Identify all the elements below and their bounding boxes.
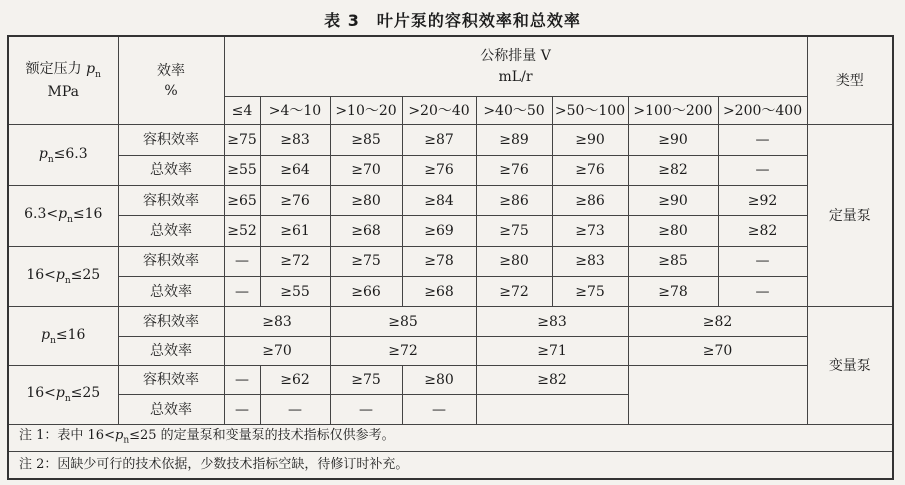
value-cell: ≥62 bbox=[260, 366, 330, 395]
value-cell: ≥65 bbox=[224, 186, 260, 216]
value-cell: ≥69 bbox=[402, 216, 476, 246]
value-cell: ≥90 bbox=[552, 125, 628, 155]
pressure-range-cell: $16<p_n\le 25$ bbox=[8, 246, 118, 307]
value-cell: ≥83 bbox=[476, 307, 628, 336]
value-cell: ≥82 bbox=[718, 216, 807, 246]
pressure-range-cell: $6.3<p_n\le 16$ bbox=[8, 186, 118, 247]
pressure-range-cell: $p_n\le 6.3$ bbox=[8, 125, 118, 186]
value-cell: ≥52 bbox=[224, 216, 260, 246]
range-header: >4～10 bbox=[260, 97, 330, 125]
header-type: 类型 bbox=[807, 36, 893, 125]
table-caption: 表 3 叶片泵的容积效率和总效率 bbox=[324, 11, 581, 30]
value-cell: ≥78 bbox=[402, 246, 476, 276]
value-cell: ≥89 bbox=[476, 125, 552, 155]
efficiency-label: 容积效率 bbox=[118, 307, 224, 336]
value-cell: ≥83 bbox=[552, 246, 628, 276]
value-cell: ≥76 bbox=[402, 155, 476, 185]
value-cell: ≥85 bbox=[628, 246, 718, 276]
value-cell: ≥70 bbox=[224, 336, 330, 365]
range-header: >200～400 bbox=[718, 97, 807, 125]
value-cell: ≥73 bbox=[552, 216, 628, 246]
value-cell: ≥68 bbox=[330, 216, 402, 246]
type-fixed-pump: 定量泵 bbox=[807, 125, 893, 307]
range-header: >20～40 bbox=[402, 97, 476, 125]
efficiency-label: 容积效率 bbox=[118, 366, 224, 395]
efficiency-label: 总效率 bbox=[118, 155, 224, 185]
range-header: >50～100 bbox=[552, 97, 628, 125]
range-header: ≤4 bbox=[224, 97, 260, 125]
efficiency-label: 总效率 bbox=[118, 395, 224, 424]
efficiency-label: 容积效率 bbox=[118, 186, 224, 216]
value-cell: — bbox=[718, 155, 807, 185]
value-cell: ≥84 bbox=[402, 186, 476, 216]
value-cell: ≥61 bbox=[260, 216, 330, 246]
value-cell: ≥72 bbox=[260, 246, 330, 276]
value-cell: ≥55 bbox=[224, 155, 260, 185]
range-header: >10～20 bbox=[330, 97, 402, 125]
value-cell: ≥82 bbox=[628, 307, 807, 336]
note-1: 注 1：表中 $16<p_n\le 25$ 的定量泵和变量泵的技术指标仅供参考。 bbox=[8, 424, 893, 451]
efficiency-label: 总效率 bbox=[118, 216, 224, 246]
value-cell: ≥72 bbox=[330, 336, 476, 365]
value-cell: ≥87 bbox=[402, 125, 476, 155]
efficiency-table bbox=[7, 35, 894, 480]
value-cell: ≥90 bbox=[628, 125, 718, 155]
value-cell: — bbox=[224, 395, 260, 424]
value-cell: ≥80 bbox=[402, 366, 476, 395]
value-cell: ≥75 bbox=[552, 277, 628, 307]
value-cell: — bbox=[224, 277, 260, 307]
value-cell: ≥82 bbox=[628, 155, 718, 185]
efficiency-label: 总效率 bbox=[118, 336, 224, 365]
value-cell: ≥80 bbox=[628, 216, 718, 246]
value-cell: ≥75 bbox=[224, 125, 260, 155]
value-cell: ≥64 bbox=[260, 155, 330, 185]
range-header: >40～50 bbox=[476, 97, 552, 125]
efficiency-label: 总效率 bbox=[118, 277, 224, 307]
value-cell: ≥83 bbox=[260, 125, 330, 155]
efficiency-label: 容积效率 bbox=[118, 246, 224, 276]
value-cell: ≥92 bbox=[718, 186, 807, 216]
value-cell: ≥72 bbox=[476, 277, 552, 307]
value-cell: — bbox=[330, 395, 402, 424]
value-cell: — bbox=[718, 125, 807, 155]
value-cell: — bbox=[224, 366, 260, 395]
value-cell: ≥85 bbox=[330, 125, 402, 155]
value-cell: ≥66 bbox=[330, 277, 402, 307]
value-cell: ≥85 bbox=[330, 307, 476, 336]
value-cell: ≥80 bbox=[476, 246, 552, 276]
pressure-range-cell: $p_n\le 16$ bbox=[8, 307, 118, 366]
value-cell: ≥80 bbox=[330, 186, 402, 216]
value-cell bbox=[628, 366, 807, 425]
note-2: 注 2：因缺少可行的技术依据，少数技术指标空缺，待修订时补充。 bbox=[8, 452, 893, 479]
value-cell: ≥70 bbox=[628, 336, 807, 365]
value-cell: ≥76 bbox=[552, 155, 628, 185]
value-cell: ≥86 bbox=[476, 186, 552, 216]
efficiency-label: 容积效率 bbox=[118, 125, 224, 155]
value-cell: ≥86 bbox=[552, 186, 628, 216]
header-displacement: 公称排量 V mL/r bbox=[224, 36, 807, 97]
header-pressure: 额定压力 $p_n$ MPa bbox=[8, 36, 118, 125]
value-cell: ≥55 bbox=[260, 277, 330, 307]
range-header: >100～200 bbox=[628, 97, 718, 125]
value-cell bbox=[476, 395, 628, 424]
value-cell: ≥90 bbox=[628, 186, 718, 216]
value-cell: ≥82 bbox=[476, 366, 628, 395]
pressure-range-cell: $16<p_n\le 25$ bbox=[8, 366, 118, 425]
value-cell: — bbox=[224, 246, 260, 276]
value-cell: ≥71 bbox=[476, 336, 628, 365]
value-cell: — bbox=[718, 246, 807, 276]
value-cell: ≥68 bbox=[402, 277, 476, 307]
value-cell: ≥70 bbox=[330, 155, 402, 185]
value-cell: — bbox=[260, 395, 330, 424]
value-cell: ≥76 bbox=[476, 155, 552, 185]
value-cell: — bbox=[718, 277, 807, 307]
value-cell: ≥75 bbox=[476, 216, 552, 246]
type-variable-pump: 变量泵 bbox=[807, 307, 893, 424]
value-cell: ≥75 bbox=[330, 366, 402, 395]
value-cell: ≥75 bbox=[330, 246, 402, 276]
header-efficiency: 效率 % bbox=[118, 36, 224, 125]
value-cell: ≥78 bbox=[628, 277, 718, 307]
value-cell: ≥83 bbox=[224, 307, 330, 336]
value-cell: ≥76 bbox=[260, 186, 330, 216]
value-cell: — bbox=[402, 395, 476, 424]
